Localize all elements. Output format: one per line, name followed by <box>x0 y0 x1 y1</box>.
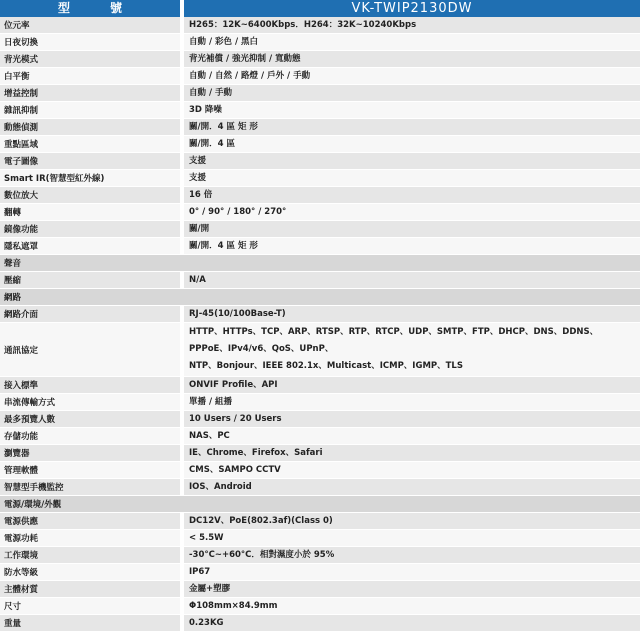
spec-value <box>184 581 640 597</box>
spec-value-line: DC12V、PoE(802.3af)(Class 0) <box>189 515 333 526</box>
spec-value <box>184 428 640 444</box>
spec-row <box>0 34 640 51</box>
spec-row <box>0 51 640 68</box>
spec-label: 最多預覽人數 <box>0 411 180 427</box>
spec-label: 數位放大 <box>0 187 180 203</box>
spec-value-line: HTTP、HTTPs、TCP、ARP、RTSP、RTP、RTCP、UDP、SMTP、FTP、DHCP、DNS、DDNS、 <box>189 327 599 337</box>
spec-label: 鏡像功能 <box>0 221 180 237</box>
spec-value <box>184 238 640 254</box>
spec-value <box>184 204 640 220</box>
spec-label: 通訊協定 <box>0 323 180 376</box>
spec-row <box>0 187 640 204</box>
spec-row <box>0 615 640 632</box>
model-number: VK-TWIP2130DW <box>184 0 640 17</box>
spec-label: 白平衡 <box>0 68 180 84</box>
spec-value <box>184 530 640 546</box>
spec-row <box>0 428 640 445</box>
spec-value-line: ONVIF Profile、API <box>189 379 278 390</box>
spec-value <box>184 479 640 495</box>
spec-label: 動態偵測 <box>0 119 180 135</box>
spec-value-line: NTP、Bonjour、IEEE 802.1x、Multicast、ICMP、IGMP、TLS <box>189 361 463 371</box>
spec-label: 位元率 <box>0 17 180 33</box>
spec-row <box>0 394 640 411</box>
spec-row <box>0 85 640 102</box>
spec-value-line: IP67 <box>189 566 211 577</box>
spec-value-line: < 5.5W <box>189 532 224 543</box>
spec-value-line: 關/開．4 區 矩 形 <box>189 240 258 251</box>
spec-row <box>0 102 640 119</box>
spec-value <box>184 102 640 118</box>
spec-value <box>184 306 640 322</box>
spec-value-line: 關/開．4 區 矩 形 <box>189 121 258 132</box>
model-label: 型 號 <box>0 0 180 17</box>
spec-label: 存儲功能 <box>0 428 180 444</box>
spec-label: 增益控制 <box>0 85 180 101</box>
spec-row <box>0 411 640 428</box>
spec-label: 主體材質 <box>0 581 180 597</box>
spec-value <box>184 85 640 101</box>
spec-value-line: H265：12K~6400Kbps．H264：32K~10240Kbps <box>189 19 417 30</box>
spec-label: 雜訊抑制 <box>0 102 180 118</box>
spec-value <box>184 411 640 427</box>
spec-row <box>0 462 640 479</box>
spec-value-line: 單播 / 組播 <box>189 396 233 407</box>
spec-row <box>0 238 640 255</box>
spec-label: Smart IR(智慧型紅外線) <box>0 170 180 186</box>
spec-value <box>184 119 640 135</box>
spec-value-line: 16 倍 <box>189 189 213 200</box>
spec-value <box>184 445 640 461</box>
spec-label: 防水等級 <box>0 564 180 580</box>
spec-value-line: 關/開．4 區 <box>189 138 235 149</box>
section-heading: 聲音 <box>0 255 640 272</box>
spec-value <box>184 221 640 237</box>
spec-row <box>0 204 640 221</box>
section-heading: 電源/環境/外觀 <box>0 496 640 513</box>
spec-value <box>184 462 640 478</box>
spec-value-line: 0° / 90° / 180° / 270° <box>189 206 287 217</box>
spec-value-line: IOS、Android <box>189 481 252 492</box>
spec-body <box>0 17 640 632</box>
spec-label: 日夜切換 <box>0 34 180 50</box>
spec-value-line: 金屬+塑膠 <box>189 583 231 594</box>
spec-label: 電子圖像 <box>0 153 180 169</box>
spec-value-line: 3D 降噪 <box>189 104 222 115</box>
spec-row <box>0 272 640 289</box>
spec-value <box>184 564 640 580</box>
spec-row <box>0 68 640 85</box>
spec-value-line: NAS、PC <box>189 430 230 441</box>
spec-value-line: 背光補償 / 強光抑制 / 寬動態 <box>189 53 301 64</box>
spec-label: 瀏覽器 <box>0 445 180 461</box>
spec-row <box>0 221 640 238</box>
spec-row <box>0 564 640 581</box>
spec-value-line: N/A <box>189 274 206 285</box>
spec-row <box>0 547 640 564</box>
spec-value <box>184 323 640 376</box>
spec-row <box>0 479 640 496</box>
spec-value-line: 0.23KG <box>189 617 224 628</box>
spec-value-line: 10 Users / 20 Users <box>189 413 282 424</box>
spec-row <box>0 153 640 170</box>
spec-value-line: 支援 <box>189 172 207 183</box>
spec-label: 壓縮 <box>0 272 180 288</box>
spec-value <box>184 136 640 152</box>
spec-row <box>0 170 640 187</box>
spec-row <box>0 530 640 547</box>
spec-value <box>184 547 640 563</box>
spec-value <box>184 394 640 410</box>
spec-label: 電源功耗 <box>0 530 180 546</box>
spec-value-line: CMS、SAMPO CCTV <box>189 464 281 475</box>
spec-value-line: 支援 <box>189 155 207 166</box>
spec-value <box>184 51 640 67</box>
spec-label: 重量 <box>0 615 180 631</box>
spec-value-line: RJ-45(10/100Base-T) <box>189 308 286 319</box>
spec-row <box>0 377 640 394</box>
spec-row <box>0 581 640 598</box>
spec-label: 串流傳輸方式 <box>0 394 180 410</box>
spec-label: 管理軟體 <box>0 462 180 478</box>
spec-value <box>184 272 640 288</box>
spec-label: 工作環境 <box>0 547 180 563</box>
spec-value-line: PPPoE、IPv4/v6、QoS、UPnP、 <box>189 344 334 354</box>
spec-value-line: 關/開 <box>189 223 210 234</box>
spec-value-line: 自動 / 手動 <box>189 87 233 98</box>
spec-label: 智慧型手機監控 <box>0 479 180 495</box>
spec-row <box>0 136 640 153</box>
spec-row <box>0 445 640 462</box>
spec-label: 背光模式 <box>0 51 180 67</box>
spec-row <box>0 513 640 530</box>
spec-value-line: -30°C~+60°C．相對濕度小於 95% <box>189 549 335 560</box>
spec-label: 網路介面 <box>0 306 180 322</box>
spec-value <box>184 187 640 203</box>
spec-row <box>0 306 640 323</box>
spec-value <box>184 170 640 186</box>
spec-value <box>184 513 640 529</box>
spec-value <box>184 34 640 50</box>
spec-value <box>184 598 640 614</box>
spec-row <box>0 323 640 377</box>
spec-label: 接入標準 <box>0 377 180 393</box>
section-heading: 網路 <box>0 289 640 306</box>
spec-value <box>184 68 640 84</box>
spec-value <box>184 377 640 393</box>
spec-value-line: 自動 / 彩色 / 黑白 <box>189 36 259 47</box>
spec-value-line: 自動 / 自然 / 路燈 / 戶外 / 手動 <box>189 70 311 81</box>
spec-header <box>0 0 640 17</box>
spec-row <box>0 598 640 615</box>
spec-label: 尺寸 <box>0 598 180 614</box>
spec-label: 電源供應 <box>0 513 180 529</box>
spec-row <box>0 119 640 136</box>
spec-value-line: IE、Chrome、Firefox、Safari <box>189 447 323 458</box>
spec-value <box>184 615 640 631</box>
spec-value <box>184 17 640 33</box>
spec-value-line: Φ108mm×84.9mm <box>189 600 278 611</box>
spec-row <box>0 17 640 34</box>
spec-value <box>184 153 640 169</box>
spec-label: 翻轉 <box>0 204 180 220</box>
spec-label: 隱私遮罩 <box>0 238 180 254</box>
spec-label: 重點區域 <box>0 136 180 152</box>
